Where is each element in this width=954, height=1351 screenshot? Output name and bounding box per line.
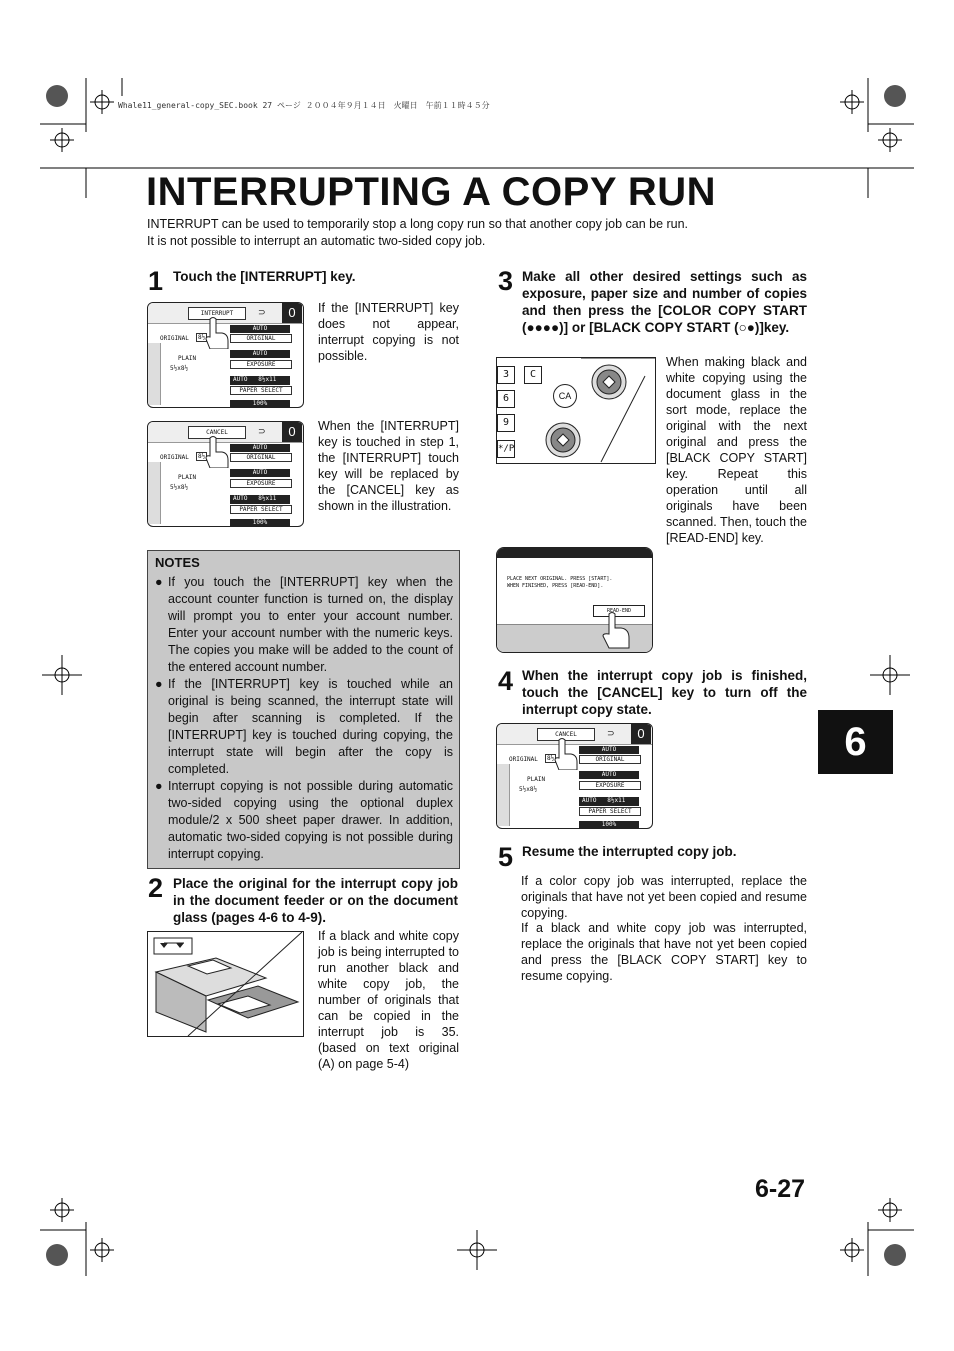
bullet-icon: ● <box>155 575 163 589</box>
step3-heading: Make all other desired settings such as exposure, paper size and number of copies and then press the [COLOR COPY START (●●●●)] or [BLACK COPY START (○●)]key. <box>522 269 807 335</box>
step2-number: 2 <box>148 873 164 903</box>
print-header: Whale11_general-copy_SEC.book 27 ページ ２００４年９月１４日 火曜日 午前１１時４５分 <box>118 101 490 110</box>
original-label: ORIGINAL <box>160 335 189 342</box>
plain-label: PLAIN <box>527 776 546 783</box>
paper-size: 5½x8½ <box>170 365 189 372</box>
ratio-key: 100% <box>230 519 290 527</box>
step2-heading: Place the original for the interrupt copy job in the document feeder or on the document glass (pages 4-6 to 4-9). <box>173 876 458 925</box>
auto-label: AUTO <box>582 797 597 804</box>
screen-message-1: PLACE NEXT ORIGINAL. PRESS [START]. <box>507 576 613 582</box>
auto-exposure-key: AUTO <box>230 469 290 477</box>
copy-counter: 0 <box>282 422 302 442</box>
auto-original-key: AUTO <box>230 325 290 333</box>
interrupt-key: INTERRUPT <box>188 307 246 320</box>
auto-label: AUTO <box>233 495 248 502</box>
original-label: ORIGINAL <box>509 756 538 763</box>
original-size: 8½ <box>547 755 555 762</box>
cancel-panel-step4-illustration <box>496 723 653 829</box>
step3-text: When making black and white copying using the document glass in the sort mode, replace the original with the next original and press the [BLACK COPY START] key. Repeat this operation until all originals have been scanned. Then, touch the [READ-END] key. <box>666 355 807 545</box>
copy-counter: 0 <box>631 724 651 744</box>
original-key: ORIGINAL <box>579 755 641 764</box>
clear-all-key: CA <box>553 384 577 408</box>
step5-text-b: If a black and white copy job was interrupted, replace the originals that have not yet been copied and press the [BLACK COPY START] key to resume copying. <box>521 921 807 983</box>
auto-original-key: AUTO <box>579 746 639 754</box>
auto-exposure-key: AUTO <box>230 350 290 358</box>
auto-paper-key <box>230 495 290 504</box>
plain-label: PLAIN <box>178 355 197 362</box>
notes-box <box>147 550 460 869</box>
note-item <box>155 778 453 863</box>
paper-size: 5½x8½ <box>519 786 538 793</box>
plain-label: PLAIN <box>178 474 197 481</box>
letter-size: 8½x11 <box>258 495 277 502</box>
key-9: 9 <box>497 414 515 432</box>
machine-edge <box>148 343 161 405</box>
step3-number: 3 <box>498 266 514 296</box>
auto-original-key: AUTO <box>230 444 290 452</box>
auto-label: AUTO <box>233 376 248 383</box>
step1-heading: Touch the [INTERRUPT] key. <box>173 269 356 284</box>
original-key: ORIGINAL <box>230 334 292 343</box>
finger-pointer-icon <box>549 736 583 770</box>
cancel-panel-illustration <box>147 421 304 527</box>
finger-pointer-icon <box>200 434 234 468</box>
original-size: 8½ <box>198 334 206 341</box>
document-feeder-illustration <box>147 931 304 1037</box>
machine-edge <box>497 764 510 826</box>
letter-size: 8½x11 <box>607 797 626 804</box>
step5-heading: Resume the interrupted copy job. <box>522 844 737 859</box>
chapter-tab: 6 <box>818 710 893 774</box>
copy-icon: ⊃ <box>258 426 266 436</box>
bullet-icon: ● <box>155 677 163 691</box>
key-3: 3 <box>497 366 515 384</box>
paper-size: 5½x8½ <box>170 484 189 491</box>
page-title: INTERRUPTING A COPY RUN <box>146 170 717 214</box>
note-item <box>155 676 453 778</box>
step1-text-a: If the [INTERRUPT] key does not appear, interrupt copying is not possible. <box>318 301 459 363</box>
auto-paper-key <box>230 376 290 385</box>
screen-message-2: WHEN FINISHED, PRESS [READ-END]. <box>507 583 604 589</box>
letter-size: 8½x11 <box>258 376 277 383</box>
note-item <box>155 574 453 676</box>
copy-icon: ⊃ <box>258 307 266 317</box>
key-program: */P <box>497 440 515 458</box>
note-text: If the [INTERRUPT] key is touched while an original is being scanned, the interrupt state will begin after scanning is completed. If the [INTERRUPT] key is touched during copying, the interrupt state will begin after the copy is completed. <box>168 677 453 776</box>
cancel-key: CANCEL <box>188 426 246 439</box>
step2-text: If a black and white copy job is being interrupted to run another black and white copy job, the number of originals that can be copied in the interrupt job is 35. (based on text original (A) on page 5-4) <box>318 929 459 1071</box>
notes-title: NOTES <box>155 555 200 570</box>
step5-text-a: If a color copy job was interrupted, replace the originals that have not yet been copied and resume copying. <box>521 874 807 920</box>
paper-select-key: PAPER SELECT <box>230 505 292 514</box>
finger-pointer-icon <box>597 610 637 650</box>
bullet-icon: ● <box>155 779 163 793</box>
exposure-key: EXPOSURE <box>230 360 292 369</box>
key-6: 6 <box>497 390 515 408</box>
read-end-key: READ-END <box>593 605 645 617</box>
step5-number: 5 <box>498 842 514 872</box>
step4-number: 4 <box>498 666 514 696</box>
original-key: ORIGINAL <box>230 453 292 462</box>
original-label: ORIGINAL <box>160 454 189 461</box>
clear-key: C <box>524 366 542 384</box>
page-number: 6-27 <box>755 1175 806 1203</box>
read-end-screen-illustration <box>496 547 653 653</box>
step1-number: 1 <box>148 266 164 296</box>
intro-line-1: INTERRUPT can be used to temporarily stop a long copy run so that another copy job can be run. <box>147 217 689 231</box>
exposure-key: EXPOSURE <box>579 781 641 790</box>
cancel-key: CANCEL <box>537 728 595 741</box>
exposure-key: EXPOSURE <box>230 479 292 488</box>
auto-exposure-key: AUTO <box>579 771 639 779</box>
copy-counter: 0 <box>282 303 302 323</box>
operation-panel-illustration <box>496 357 656 464</box>
auto-paper-key <box>579 797 639 806</box>
machine-edge <box>148 462 161 524</box>
copy-icon: ⊃ <box>607 728 615 738</box>
note-text: Interrupt copying is not possible during automatic two-sided copying using the optional duplex module/2 x 500 sheet paper drawer. In addition, automatic two-sided copying is not possible during interrupt copying. <box>168 779 453 861</box>
intro <box>147 216 787 250</box>
paper-select-key: PAPER SELECT <box>230 386 292 395</box>
interrupt-panel-illustration <box>147 302 304 408</box>
finger-pointer-icon <box>200 315 234 349</box>
intro-line-2: It is not possible to interrupt an automatic two-sided copy job. <box>147 234 486 248</box>
paper-select-key: PAPER SELECT <box>579 807 641 816</box>
ratio-key: 100% <box>579 821 639 829</box>
original-size: 8½ <box>198 453 206 460</box>
step1-text-b: When the [INTERRUPT] key is touched in step 1, the [INTERRUPT] touch key will be replaced by the [CANCEL] key as shown in the illustration. <box>318 419 459 513</box>
note-text: If you touch the [INTERRUPT] key when the account counter function is turned on, the display will prompt you to enter your account number. Enter your account number with the numeric keys. The copies you make will be added to the count of the entered account number. <box>168 575 453 674</box>
ratio-key: 100% <box>230 400 290 408</box>
step4-heading: When the interrupt copy job is finished, touch the [CANCEL] key to turn off the interrupt copy state. <box>522 668 807 717</box>
